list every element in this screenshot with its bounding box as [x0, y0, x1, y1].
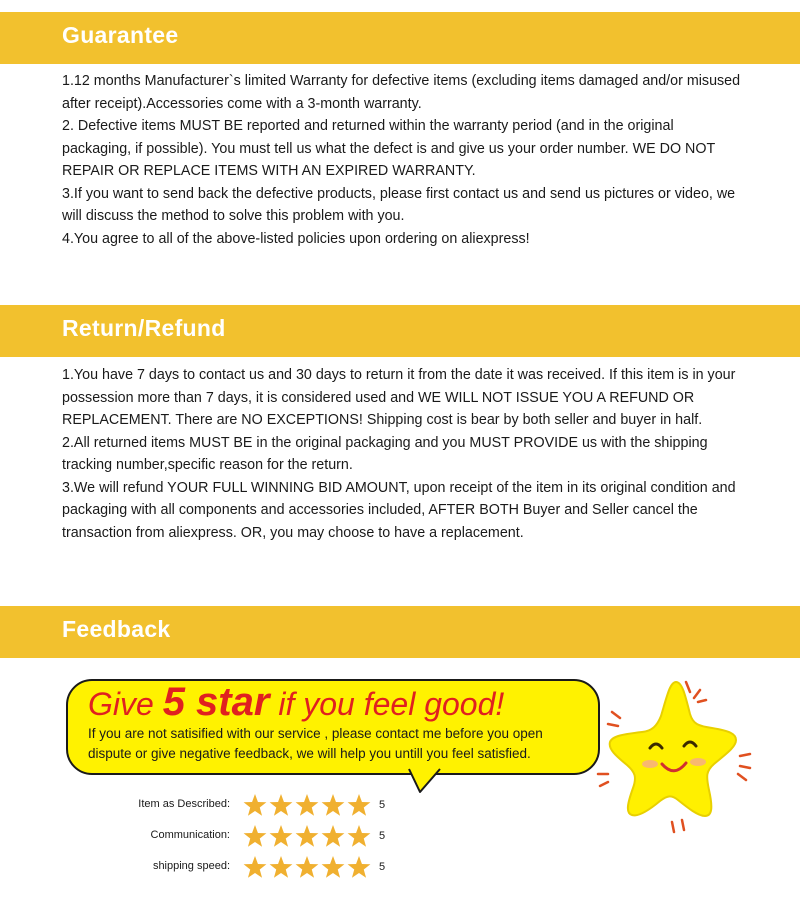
- star-icon: [296, 825, 319, 847]
- rating-row-item-as-described: [100, 793, 400, 819]
- star-icon: [244, 856, 267, 878]
- return-refund-text: [62, 364, 742, 544]
- star-icon: [322, 825, 345, 847]
- rating-label: shipping speed:: [152, 860, 230, 872]
- speech-bubble-tail: [408, 768, 448, 794]
- smiling-star-mascot-icon: [590, 674, 760, 834]
- rating-value: 5: [379, 830, 386, 842]
- star-rating: [242, 793, 372, 817]
- star-icon: [270, 856, 293, 878]
- return-refund-title: Return/Refund: [62, 315, 226, 341]
- star-icon: [296, 856, 319, 878]
- give-5-star-headline: [88, 680, 504, 725]
- rating-label: Item as Described:: [138, 798, 230, 810]
- guarantee-banner: [0, 12, 800, 64]
- star-icon: [348, 856, 371, 878]
- return-line-2: 2.All returned items MUST BE in the original packaging and you MUST PROVIDE us with the shipping tracking number,specific reason for the return.: [62, 434, 708, 473]
- guarantee-line-3: 3.If you want to send back the defective products, please first contact us and send us pictures or video, we will discuss the method to solve this problem with you.: [62, 185, 736, 224]
- return-refund-banner: [0, 305, 800, 357]
- guarantee-line-1: 1.12 months Manufacturer`s limited Warranty for defective items (excluding items damaged and/or misused after receipt).Accessories come with a 3-month warranty.: [62, 73, 741, 112]
- rating-label: Communication:: [150, 829, 230, 841]
- star-icon: [322, 794, 345, 816]
- feedback-title: Feedback: [62, 616, 171, 642]
- headline-5-star: 5 star: [162, 680, 270, 724]
- guarantee-line-2: 2. Defective items MUST BE reported and returned within the warranty period (and in the original packaging, if possible). You must tell us what the defect is and give us your order number. WE DO NOT REPAIR OR REPLACE ITEMS WITH AN EXPIRED WARRANTY.: [62, 118, 715, 179]
- headline-pre: Give: [88, 686, 163, 722]
- star-icon: [322, 856, 345, 878]
- return-line-3: 3.We will refund YOUR FULL WINNING BID AMOUNT, upon receipt of the item in its original condition and packaging with all components and accessories included, AFTER BOTH Buyer and Seller cancel the transaction from aliexpress. OR, you may choose to have a replacement.: [62, 479, 736, 541]
- star-icon: [270, 825, 293, 847]
- rating-value: 5: [379, 799, 386, 811]
- return-line-1: 1.You have 7 days to contact us and 30 days to return it from the date it was received. If this item is in your possession more than 7 days, it is considered used and WE WILL NOT ISSUE YOU A REFUND OR REPLACEMENT. There are NO EXCEPTIONS! Shipping cost is bear by both seller and buyer in half.: [62, 367, 736, 428]
- star-icon: [348, 794, 371, 816]
- rating-value: 5: [379, 861, 386, 873]
- star-rating: [242, 824, 372, 848]
- star-icon: [270, 794, 293, 816]
- feedback-message: If you are not satisified with our service , please contact me before you open dispute or give negative feedback, we will help you untill you feel satisfied.: [88, 726, 543, 761]
- star-icon: [296, 794, 319, 816]
- rating-row-communication: [100, 824, 400, 850]
- star-icon: [348, 825, 371, 847]
- headline-post: if you feel good!: [269, 686, 505, 722]
- star-icon: [244, 794, 267, 816]
- rating-row-shipping-speed: [100, 855, 400, 881]
- guarantee-line-4: 4.You agree to all of the above-listed policies upon ordering on aliexpress!: [62, 230, 530, 247]
- star-rating: [242, 855, 372, 879]
- guarantee-title: Guarantee: [62, 22, 179, 48]
- guarantee-text: [62, 70, 742, 250]
- star-icon: [244, 825, 267, 847]
- feedback-banner: [0, 606, 800, 658]
